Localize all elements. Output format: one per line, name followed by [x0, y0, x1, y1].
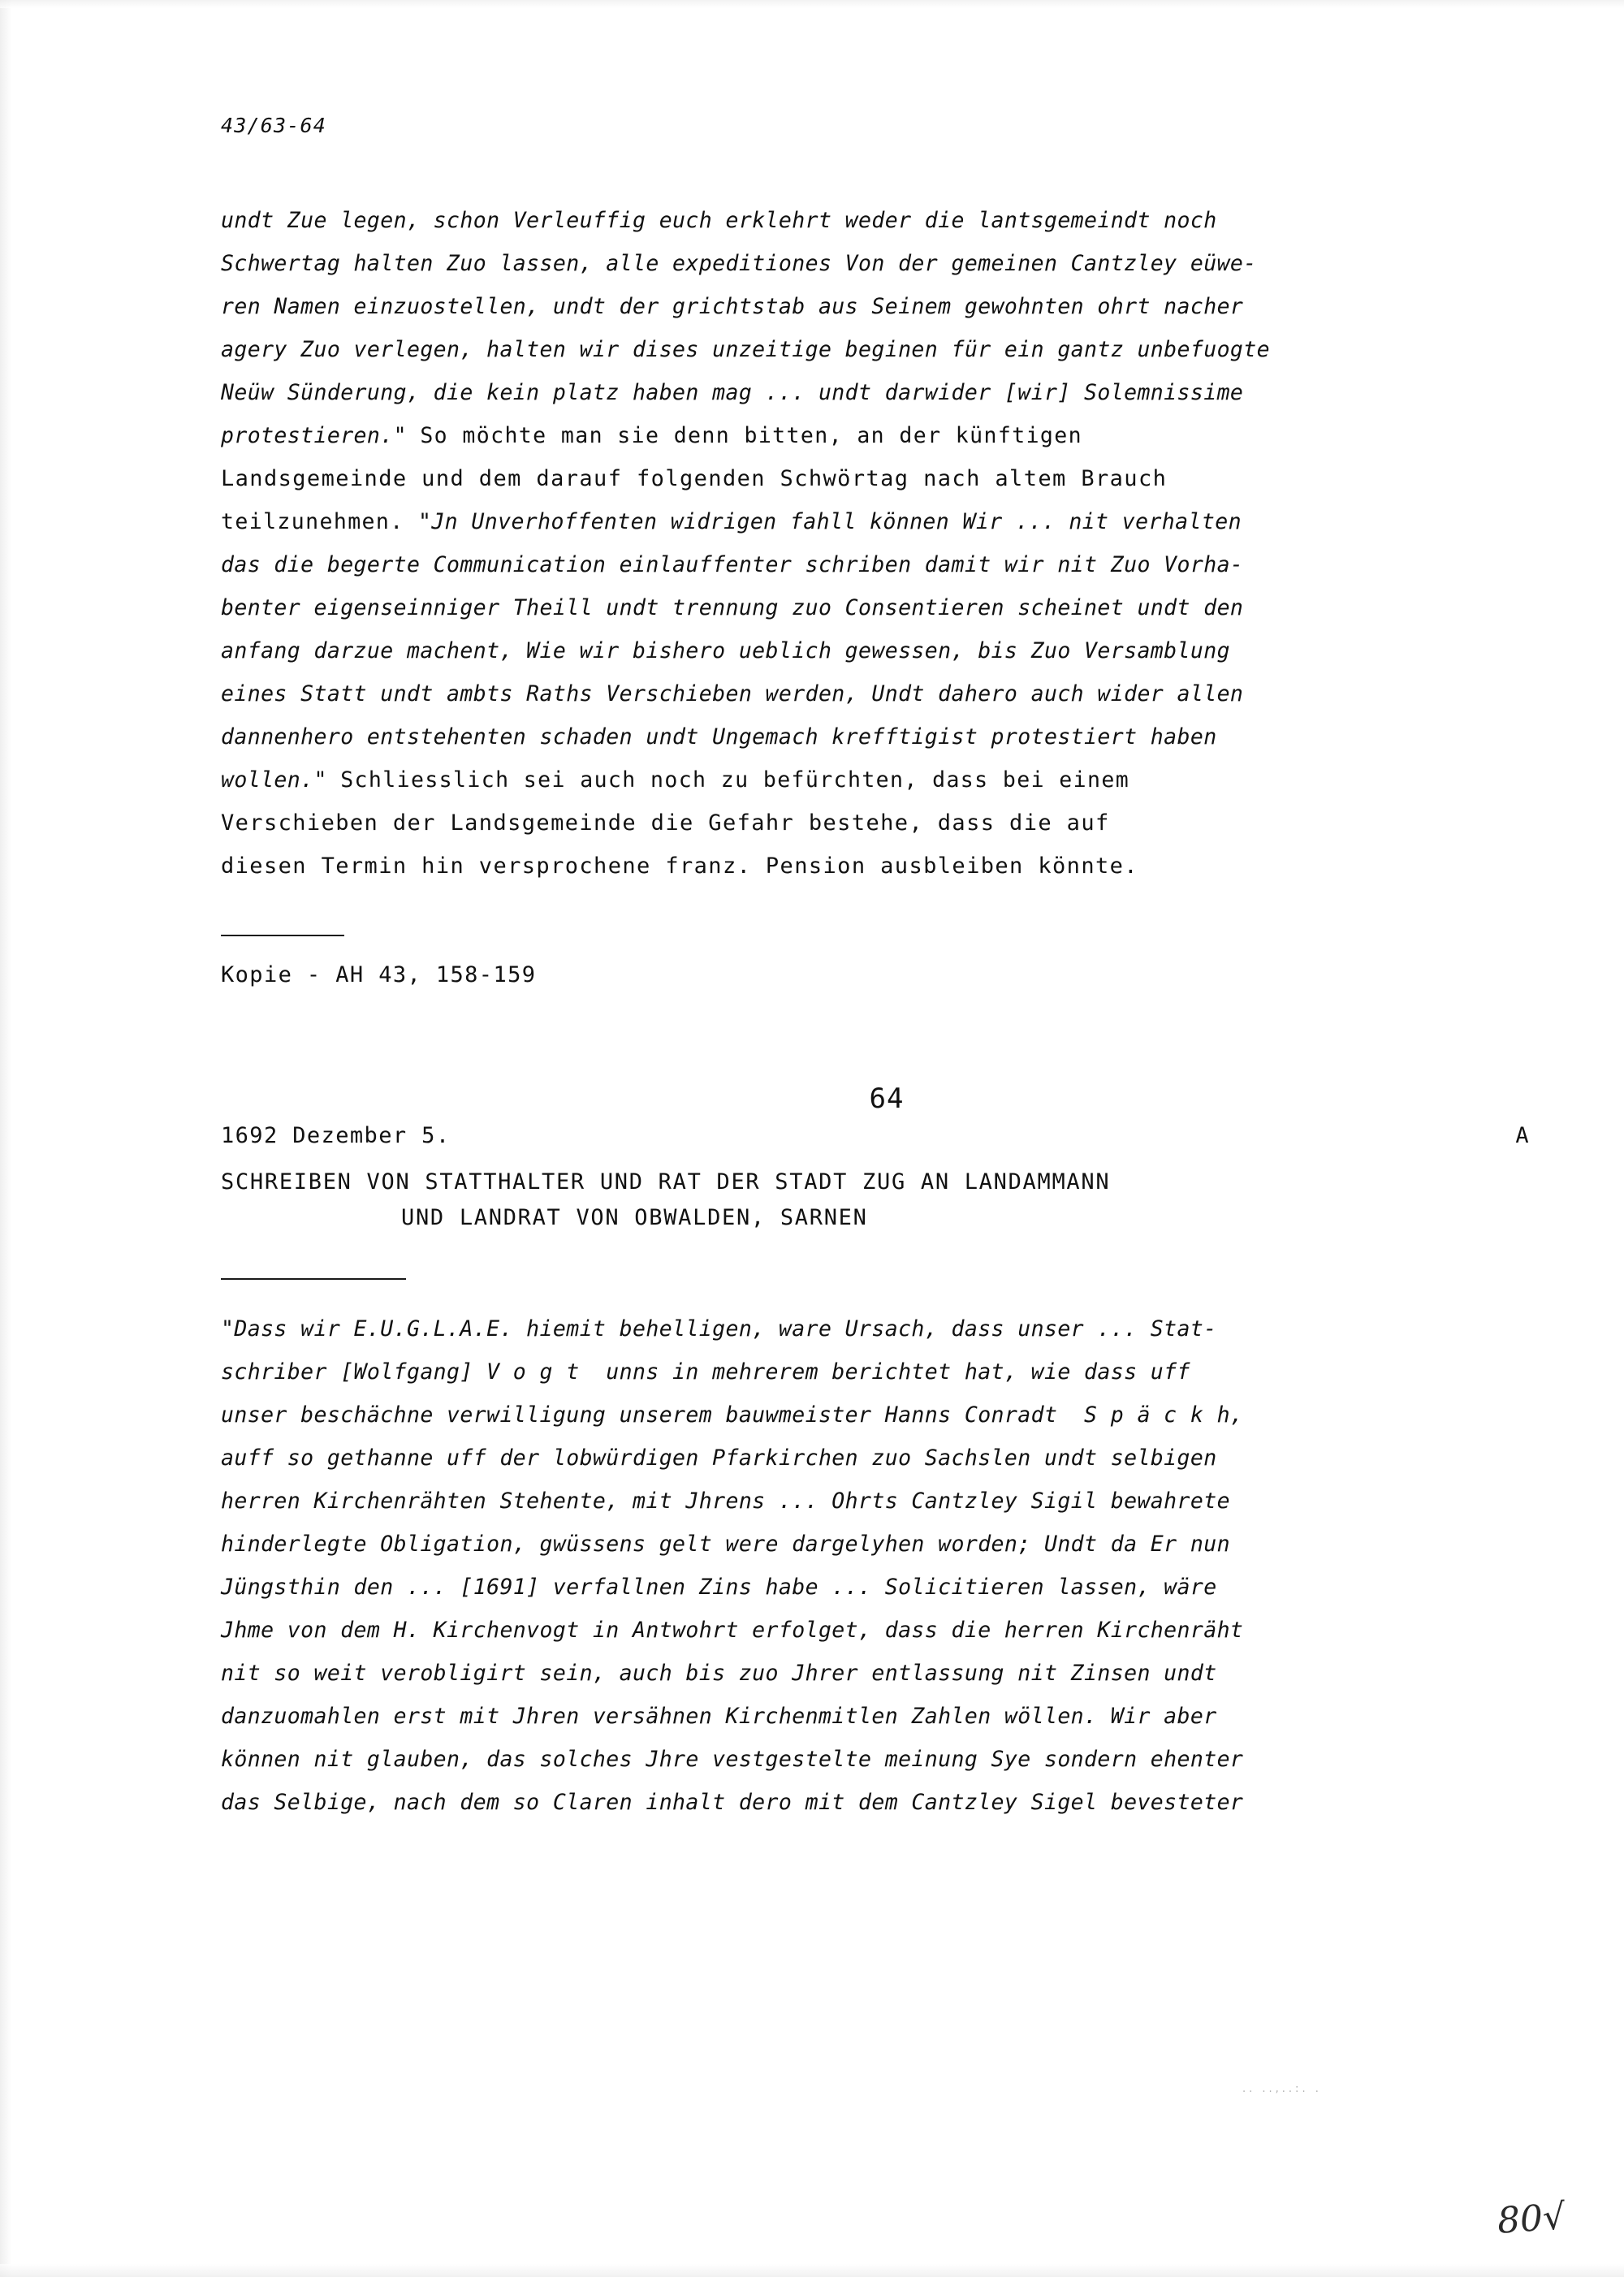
text-line: schriber [Wolfgang] V o g t unns in mehrerem berichtet hat, wie dass uff: [221, 1359, 1190, 1385]
text-line: Jhme von dem H. Kirchenvogt in Antwohrt erfolget, dass die herren Kirchenräht: [221, 1618, 1244, 1643]
text-line: das die begerte Communication einlauffenter schriben damit wir nit Zuo Vorha-: [221, 552, 1244, 577]
scan-edge-left: [0, 0, 11, 2277]
text-segment-italic: "Jn Unverhoffenten widrigen fahll können Wir ... nit verhalten: [417, 509, 1242, 534]
text-line: nit so weit verobligirt sein, auch bis zuo Jhrer entlassung nit Zinsen undt: [221, 1661, 1217, 1686]
text-line: [221, 758, 1553, 801]
text-line: [221, 500, 1553, 543]
text-line: agery Zuo verlegen, halten wir dises unzeitige beginen für ein gantz unbefuogte: [221, 337, 1270, 362]
paragraph-block-2: [221, 1307, 1553, 1824]
entry-title-line-2: UND LANDRAT VON OBWALDEN, SARNEN: [401, 1205, 868, 1230]
entry-date: 1692 Dezember 5.: [221, 1123, 451, 1148]
text-line: auff so gethanne uff der lobwürdigen Pfarkirchen zuo Sachslen undt selbigen: [221, 1445, 1217, 1471]
text-segment-italic: protestieren.": [221, 423, 421, 448]
text-line: herren Kirchenrähten Stehente, mit Jhrens ... Ohrts Cantzley Sigil bewahrete: [221, 1488, 1230, 1514]
scan-edge-top: [0, 0, 1624, 8]
folio-number: 43/63-64: [221, 114, 327, 137]
text-line: "Dass wir E.U.G.L.A.E. hiemit behelligen, ware Ursach, dass unser ... Stat-: [221, 1316, 1217, 1342]
paragraph-block-1: [221, 199, 1553, 888]
text-line: können nit glauben, das solches Jhre vestgestelte meinung Sye sondern ehenter: [221, 1747, 1244, 1772]
text-line: eines Statt undt ambts Raths Verschieben werden, Undt dahero auch wider allen: [221, 681, 1244, 706]
text-line: anfang darzue machent, Wie wir bishero ueblich gewessen, bis Zuo Versamblung: [221, 638, 1230, 663]
text-segment-italic: wollen.": [221, 767, 341, 793]
entry-header: [221, 1123, 1553, 1148]
page-content: [221, 114, 1553, 1824]
text-line: danzuomahlen erst mit Jhren versähnen Kirchenmitlen Zahlen wöllen. Wir aber: [221, 1704, 1217, 1729]
entry-title-line-1: SCHREIBEN VON STATTHALTER UND RAT DER STADT ZUG AN LANDAMMANN: [221, 1169, 1111, 1195]
text-line: dannenhero entstehenten schaden undt Ungemach krefftigist protestiert haben: [221, 724, 1217, 750]
pencil-page-mark: 80√: [1496, 2196, 1567, 2242]
text-line: Schwertag halten Zuo lassen, alle expeditiones Von der gemeinen Cantzley eüwe-: [221, 251, 1257, 276]
entry-number: 64: [869, 1082, 905, 1115]
text-segment-upright: Schliesslich sei auch noch zu befürchten, dass bei einem: [340, 767, 1130, 793]
text-segment-upright: teilzunehmen.: [221, 509, 418, 534]
scan-edge-bottom: [0, 2264, 1624, 2277]
text-line: Neüw Sünderung, die kein platz haben mag ... undt darwider [wir] Solemnissime: [221, 380, 1244, 405]
text-line: Verschieben der Landsgemeinde die Gefahr bestehe, dass die auf: [221, 810, 1110, 836]
source-note: Kopie - AH 43, 158-159: [221, 962, 537, 987]
text-segment-upright: So möchte man sie denn bitten, an der künftigen: [420, 423, 1082, 448]
text-line: [221, 414, 1553, 457]
text-line: benter eigenseinniger Theill undt trennung zuo Consentieren scheinet undt den: [221, 595, 1244, 620]
scan-smudge: .. ..,..:. .: [1242, 2083, 1322, 2095]
text-line: unser beschächne verwilligung unserem bauwmeister Hanns Conradt S p ä c k h,: [221, 1402, 1244, 1428]
entry-title: [221, 1164, 1553, 1236]
text-line: Landsgemeinde und dem darauf folgenden Schwörtag nach altem Brauch: [221, 466, 1168, 491]
marginal-letter: A: [1515, 1123, 1530, 1148]
entry-divider: [221, 1278, 406, 1280]
text-line: Jüngsthin den ... [1691] verfallnen Zins habe ... Solicitieren lassen, wäre: [221, 1575, 1217, 1600]
text-line: ren Namen einzuostellen, undt der grichtstab aus Seinem gewohnten ohrt nacher: [221, 294, 1244, 319]
text-line: hinderlegte Obligation, gwüssens gelt were dargelyhen worden; Undt da Er nun: [221, 1532, 1230, 1557]
text-line: diesen Termin hin versprochene franz. Pension ausbleiben könnte.: [221, 853, 1138, 879]
text-line: das Selbige, nach dem so Claren inhalt dero mit dem Cantzley Sigel bevesteter: [221, 1790, 1244, 1815]
text-line: undt Zue legen, schon Verleuffig euch erklehrt weder die lantsgemeindt noch: [221, 208, 1217, 233]
